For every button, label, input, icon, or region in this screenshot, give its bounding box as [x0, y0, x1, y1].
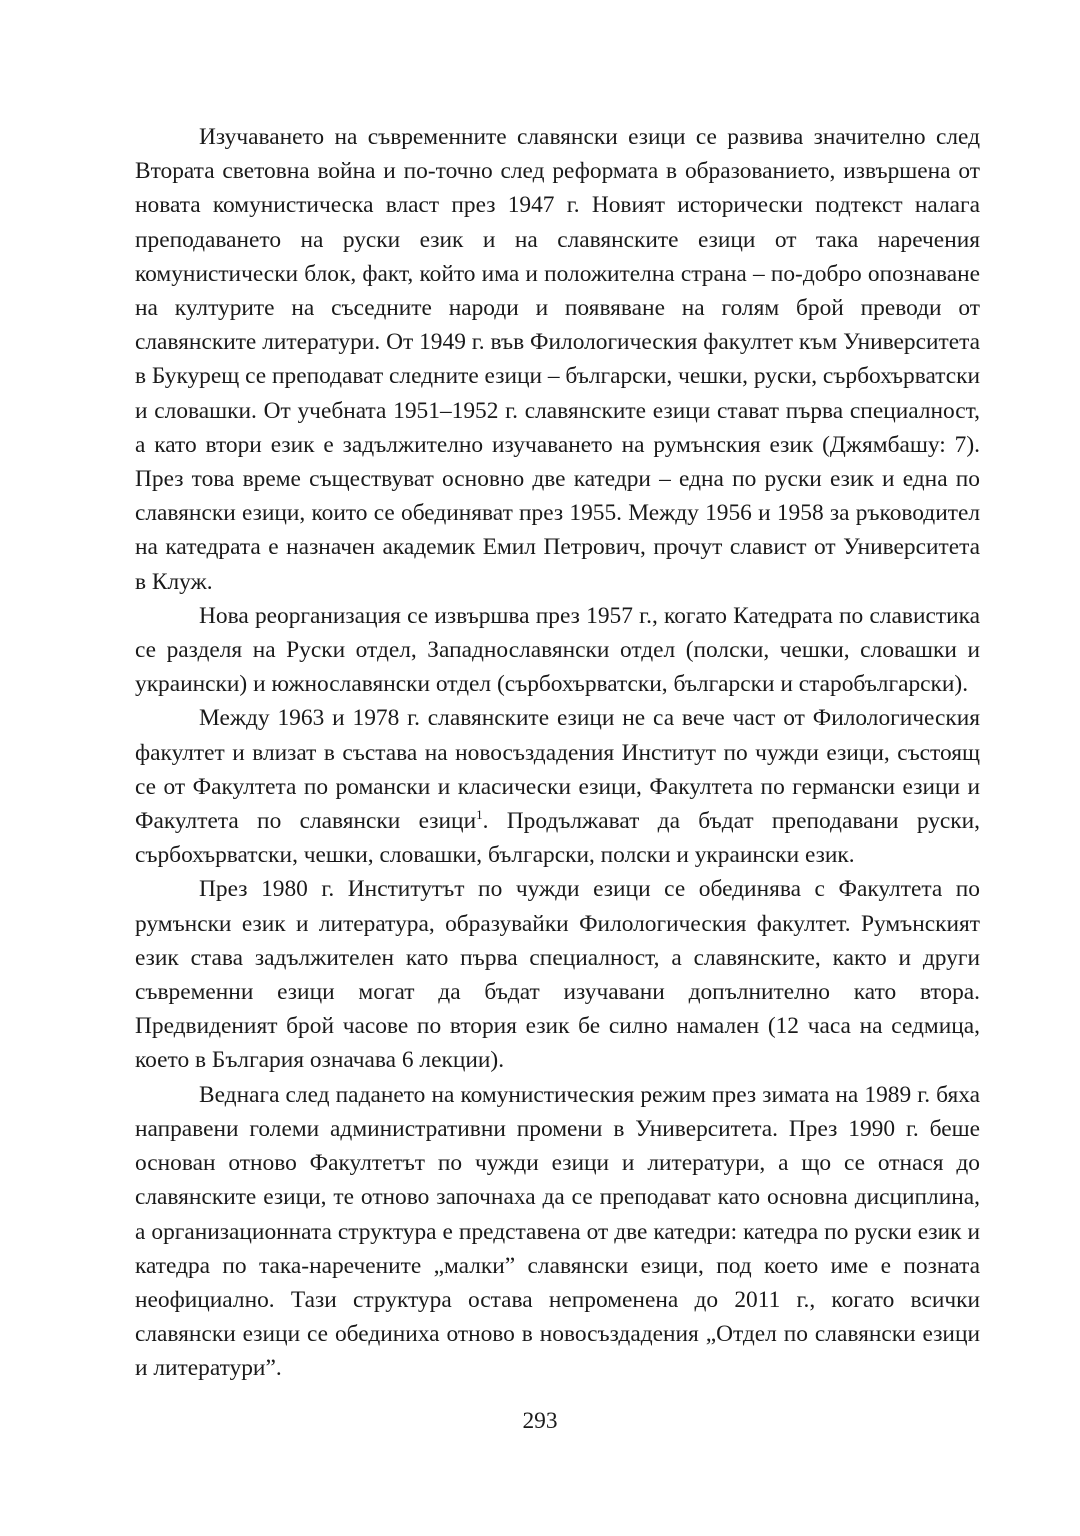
page-body — [135, 120, 980, 1386]
page-number: 293 — [522, 1408, 558, 1434]
paragraph-1: Изучаването на съвременните славянски езици се развива значително след Втората световна война и по-точно след реформата в образованието, извършена от новата комунистическа власт през 1947 г. Новият исторически подтекст налага преподаването на руски език и на славянските езици от така наречения комунистически блок, факт, който има и положителна страна – по-добро опознаване на културите на съседните народи и появяване на голям брой преводи от славянските литератури. От 1949 г. във Филологическия факултет към Университета в Букурещ се преподават следните езици – български, чешки, руски, сърбохърватски и словашки. От учебната 1951–1952 г. славянските езици стават първа специалност, а като втори език е задължително изучаването на румънския език (Джямбашу: 7). През това време съществуват основно две катедри – една по руски език и една по славянски езици, които се обединяват през 1955. Между 1956 и 1958 за ръководител на катедрата е назначен академик Емил Петрович, прочут славист от Университета в Клуж. — [135, 124, 980, 595]
footnote-reference[interactable]: 1 — [476, 807, 483, 823]
paragraph-3-text-after-note: . Продължават да бъдат преподавани руски, сърбохърватски, чешки, словашки, български, полски и украински език. — [135, 808, 981, 869]
paragraph-3 — [135, 701, 980, 872]
paragraph-4: През 1980 г. Институтът по чужди езици се обединява с Факултета по румънски език и литература, образувайки Филологическия факултет. Румънският език става задължителен като първа специалност, а славянските, както и други съвременни езици могат да бъдат изучавани допълнително като втора. Предвиденият брой часове по втория език бе силно намален (12 часа на седмица, което в България означава 6 лекции). — [135, 876, 980, 1074]
paragraph-5: Веднага след падането на комунистическия режим през зимата на 1989 г. бяха направени големи административни промени в Университета. През 1990 г. беше основан отново Факултетът по чужди езици и литератури, а що се отнася до славянските езици, те отново започнаха да се преподават като основна дисциплина, а организационната структура е представена от две катедри: катедра по руски език и катедра по така-наречените „малки” славянски езици, под което име е позната неофициално. Тази структура остава непроменена до 2011 г., когато всички славянски езици се обединиха отново в новосъздадения „Отдел по славянски езици и литератури”. — [135, 1081, 980, 1382]
paragraph-2: Нова реорганизация се извършва през 1957 г., когато Катедрата по славистика се разделя на Руски отдел, Западнославянски отдел (полски, чешки, словашки и украински) и южнославянски отдел (сърбохърватски, български и старобългарски). — [135, 602, 980, 698]
paragraph-3-text-before-note: Между 1963 и 1978 г. славянските езици не са вече част от Филологическия факултет и влизат в състава на новосъздадения Институт по чужди езици, състоящ се от Факултета по романски и класически езици, Факултета по германски езици и Факултета по славянски езици — [135, 705, 980, 835]
